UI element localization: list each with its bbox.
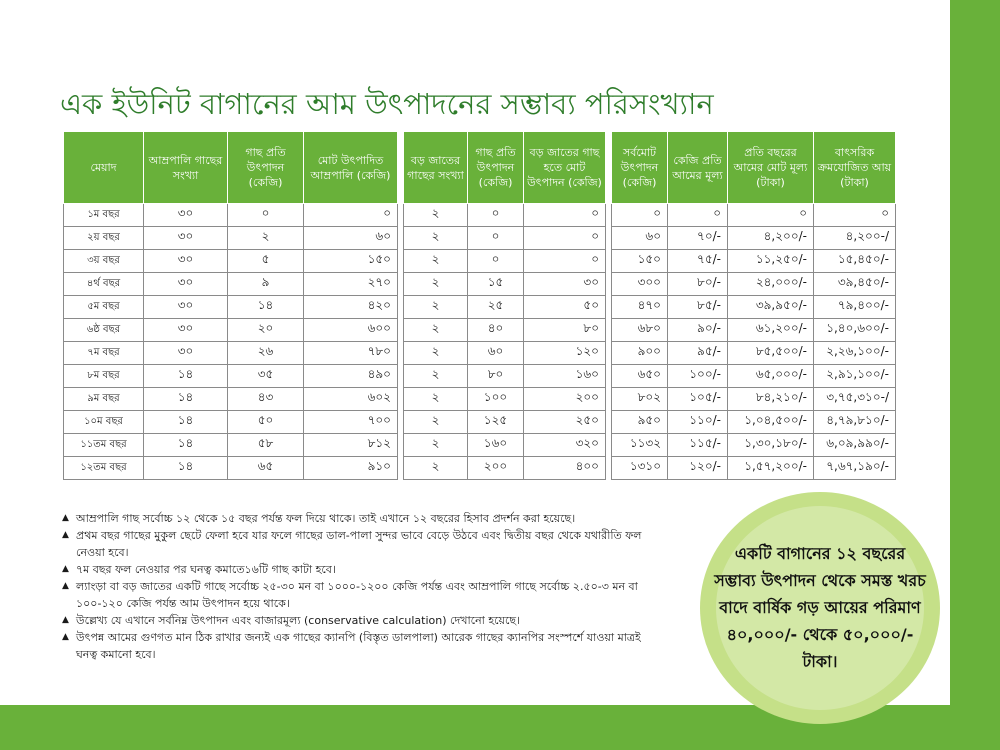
triangle-bullet-icon: ▲ <box>62 564 69 574</box>
cell-large-trees: ২ <box>404 250 468 273</box>
cell-large-trees: ২ <box>404 457 468 480</box>
table-row <box>64 457 896 480</box>
cell-large-trees: ২ <box>404 388 468 411</box>
cell-large-yield: ১৬০ <box>468 434 524 457</box>
note-item: ▲ ল্যাংড়া বা বড় জাতের একটি গাছে সর্বোচ্চ ২৫-৩০ মন বা ১০০০-১২০০ কেজি পর্যন্ত এবং আম্রপালি গাছে সর্বোচ্চ ২.৫০-৩ মন বা ১০০-১২০ কেজি পর্যন্ত আম উৎপাদন হয়ে থাকে। <box>62 580 638 610</box>
note-item: ▲ উৎপন্ন আমের গুণগত মান ঠিক রাখার জন্যই এক গাছের ক্যানপি (বিস্তৃত ডালপালা) আরেক গাছের ক্যানপির সংস্পর্শে যাওয়া মাত্রই ঘনত্ব কমানো হবে। <box>62 631 641 661</box>
cell-large-trees: ২ <box>404 411 468 434</box>
cell-price-per-kg: ৮৫/- <box>668 296 728 319</box>
cell-amrapali-trees: ৩০ <box>144 342 228 365</box>
cell-large-total: ৫০ <box>524 296 606 319</box>
cell-period: ৪র্থ বছর <box>64 273 144 296</box>
cell-grand-total: ৬৫০ <box>612 365 668 388</box>
cell-large-total: ১৬০ <box>524 365 606 388</box>
cell-large-total: ৩২০ <box>524 434 606 457</box>
header-large-total: বড় জাতের গাছ হতে মোট উৎপাদন (কেজি) <box>524 132 606 204</box>
cell-large-trees: ২ <box>404 204 468 227</box>
cell-cumulative-income: ০ <box>814 204 896 227</box>
header-yearly-value: প্রতি বছরের আমের মোট মূল্য (টাকা) <box>728 132 814 204</box>
cell-amrapali-total: ৮১২ <box>304 434 398 457</box>
cell-cumulative-income: ১৫,৪৫০/- <box>814 250 896 273</box>
cell-amrapali-total: ৯১০ <box>304 457 398 480</box>
cell-large-total: ০ <box>524 227 606 250</box>
cell-large-trees: ২ <box>404 319 468 342</box>
triangle-bullet-icon: ▲ <box>62 615 69 625</box>
cell-amrapali-trees: ৩০ <box>144 273 228 296</box>
production-table <box>63 131 896 480</box>
cell-yearly-value: ১১,২৫০/- <box>728 250 814 273</box>
cell-large-yield: ০ <box>468 250 524 273</box>
cell-price-per-kg: ১১০/- <box>668 411 728 434</box>
cell-cumulative-income: ৩,৭৫,৩১০-/ <box>814 388 896 411</box>
cell-yearly-value: ৩৯,৯৫০/- <box>728 296 814 319</box>
cell-price-per-kg: ১০০/- <box>668 365 728 388</box>
cell-amrapali-trees: ৩০ <box>144 250 228 273</box>
table-header-row <box>64 132 896 204</box>
header-amrapali-yield-per-tree: গাছ প্রতি উৎপাদন (কেজি) <box>228 132 304 204</box>
cell-period: ২য় বছর <box>64 227 144 250</box>
cell-period: ৭ম বছর <box>64 342 144 365</box>
cell-amrapali-total: ৭৮০ <box>304 342 398 365</box>
cell-yearly-value: ১,০৪,৫০০/- <box>728 411 814 434</box>
cell-grand-total: ৬০ <box>612 227 668 250</box>
cell-amrapali-total: ৬০২ <box>304 388 398 411</box>
table-row <box>64 250 896 273</box>
cell-grand-total: ১৩১০ <box>612 457 668 480</box>
table-row <box>64 411 896 434</box>
cell-amrapali-yield: ২৬ <box>228 342 304 365</box>
header-cumulative-income: বাৎসরিক ক্রমযোজিত আয় (টাকা) <box>814 132 896 204</box>
cell-yearly-value: ৮৪,২১০/- <box>728 388 814 411</box>
triangle-bullet-icon: ▲ <box>62 581 69 591</box>
cell-grand-total: ১১৩২ <box>612 434 668 457</box>
cell-yearly-value: ৬১,২০০/- <box>728 319 814 342</box>
cell-amrapali-trees: ৩০ <box>144 296 228 319</box>
note-item: ▲ প্রথম বছর গাছের মুকুল ছেটে ফেলা হবে যার ফলে গাছের ডাল-পালা সুন্দর ভাবে বেড়ে উঠবে এবং দ্বিতীয় বছর থেকে যথারীতি ফল নেওয়া হবে। <box>62 529 642 559</box>
cell-cumulative-income: ৩৯,৪৫০/- <box>814 273 896 296</box>
cell-amrapali-yield: ৫৮ <box>228 434 304 457</box>
header-amrapali-trees: আম্রপালি গাছের সংখ্যা <box>144 132 228 204</box>
cell-amrapali-trees: ১৪ <box>144 365 228 388</box>
cell-cumulative-income: ৬,০৯,৯৯০/- <box>814 434 896 457</box>
cell-large-yield: ২৫ <box>468 296 524 319</box>
table-row <box>64 388 896 411</box>
cell-yearly-value: ০ <box>728 204 814 227</box>
cell-large-total: ১২০ <box>524 342 606 365</box>
cell-large-total: ০ <box>524 250 606 273</box>
cell-cumulative-income: ৭৯,৪০০/- <box>814 296 896 319</box>
header-large-yield-per-tree: গাছ প্রতি উৎপাদন (কেজি) <box>468 132 524 204</box>
header-amrapali-total: মোট উৎপাদিত আম্রপালি (কেজি) <box>304 132 398 204</box>
callout-text: একটি বাগানের ১২ বছরের সম্ভাব্য উৎপাদন থেকে সমস্ত খরচ বাদে বার্ষিক গড় আয়ের পরিমাণ ৪০,০০০/- থেকে ৫০,০০০/- টাকা। <box>714 544 926 671</box>
cell-price-per-kg: ৯৫/- <box>668 342 728 365</box>
cell-grand-total: ১৫০ <box>612 250 668 273</box>
cell-grand-total: ৮০২ <box>612 388 668 411</box>
note-item: ▲ আম্রপালি গাছ সর্বোচ্চ ১২ থেকে ১৫ বছর পর্যন্ত ফল দিয়ে থাকে। তাই এখানে ১২ বছরের হিসাব প্রদর্শন করা হয়েছে। <box>62 512 576 525</box>
cell-amrapali-total: ৬০ <box>304 227 398 250</box>
cell-amrapali-yield: ৫০ <box>228 411 304 434</box>
page-title: এক ইউনিট বাগানের আম উৎপাদনের সম্ভাব্য পরিসংখ্যান <box>60 87 714 121</box>
cell-amrapali-total: ৬০০ <box>304 319 398 342</box>
table-row <box>64 204 896 227</box>
cell-amrapali-trees: ৩০ <box>144 204 228 227</box>
cell-amrapali-yield: ৩৫ <box>228 365 304 388</box>
cell-period: ১০ম বছর <box>64 411 144 434</box>
cell-large-trees: ২ <box>404 273 468 296</box>
cell-grand-total: ৬৮০ <box>612 319 668 342</box>
cell-amrapali-trees: ৩০ <box>144 227 228 250</box>
table-row <box>64 434 896 457</box>
cell-amrapali-total: ৭০০ <box>304 411 398 434</box>
cell-amrapali-yield: ৬৫ <box>228 457 304 480</box>
table-row <box>64 319 896 342</box>
header-period: মেয়াদ <box>64 132 144 204</box>
cell-cumulative-income: ১,৪০,৬০০/- <box>814 319 896 342</box>
cell-amrapali-trees: ১৪ <box>144 434 228 457</box>
cell-amrapali-trees: ১৪ <box>144 457 228 480</box>
cell-large-total: ৩০ <box>524 273 606 296</box>
cell-cumulative-income: ৪,৭৯,৮১০/- <box>814 411 896 434</box>
cell-large-total: ৪০০ <box>524 457 606 480</box>
cell-amrapali-total: ৪২০ <box>304 296 398 319</box>
cell-yearly-value: ১,৫৭,২০০/- <box>728 457 814 480</box>
cell-large-yield: ৮০ <box>468 365 524 388</box>
cell-large-trees: ২ <box>404 365 468 388</box>
cell-large-trees: ২ <box>404 296 468 319</box>
cell-amrapali-trees: ১৪ <box>144 411 228 434</box>
cell-period: ১১তম বছর <box>64 434 144 457</box>
cell-yearly-value: ৬৫,০০০/- <box>728 365 814 388</box>
header-price-per-kg: কেজি প্রতি আমের মূল্য <box>668 132 728 204</box>
cell-large-total: ২৫০ <box>524 411 606 434</box>
cell-amrapali-yield: ০ <box>228 204 304 227</box>
cell-period: ৩য় বছর <box>64 250 144 273</box>
cell-large-trees: ২ <box>404 434 468 457</box>
cell-amrapali-yield: ২ <box>228 227 304 250</box>
cell-period: ১২তম বছর <box>64 457 144 480</box>
cell-large-yield: ০ <box>468 227 524 250</box>
table-row <box>64 296 896 319</box>
cell-period: ৯ম বছর <box>64 388 144 411</box>
cell-amrapali-trees: ৩০ <box>144 319 228 342</box>
cell-amrapali-yield: ৪৩ <box>228 388 304 411</box>
cell-cumulative-income: ২,৯১,১০০/- <box>814 365 896 388</box>
table-row <box>64 227 896 250</box>
cell-cumulative-income: ৭,৬৭,১৯০/- <box>814 457 896 480</box>
cell-yearly-value: ২৪,০০০/- <box>728 273 814 296</box>
note-item: ▲ ৭ম বছর ফল নেওয়ার পর ঘনত্ব কমাতে১৬টি গাছ কাটা হবে। <box>62 563 336 576</box>
table-row <box>64 342 896 365</box>
header-grand-total: সর্বমোট উৎপাদন (কেজি) <box>612 132 668 204</box>
cell-large-yield: ৬০ <box>468 342 524 365</box>
cell-period: ৮ম বছর <box>64 365 144 388</box>
cell-amrapali-yield: ২০ <box>228 319 304 342</box>
cell-large-trees: ২ <box>404 227 468 250</box>
right-green-band <box>950 0 1000 750</box>
cell-amrapali-total: ১৫০ <box>304 250 398 273</box>
cell-price-per-kg: ১১৫/- <box>668 434 728 457</box>
cell-large-total: ৮০ <box>524 319 606 342</box>
cell-price-per-kg: ৭৫/- <box>668 250 728 273</box>
cell-cumulative-income: ২,২৬,১০০/- <box>814 342 896 365</box>
cell-large-total: ০ <box>524 204 606 227</box>
triangle-bullet-icon: ▲ <box>62 530 69 540</box>
cell-grand-total: ৯০০ <box>612 342 668 365</box>
cell-large-yield: ১০০ <box>468 388 524 411</box>
cell-large-yield: ২০০ <box>468 457 524 480</box>
cell-period: ৫ম বছর <box>64 296 144 319</box>
cell-large-yield: ১২৫ <box>468 411 524 434</box>
cell-large-yield: ১৫ <box>468 273 524 296</box>
cell-grand-total: ৩০০ <box>612 273 668 296</box>
table-row <box>64 273 896 296</box>
header-large-variety-trees: বড় জাতের গাছের সংখ্যা <box>404 132 468 204</box>
cell-large-total: ২০০ <box>524 388 606 411</box>
cell-price-per-kg: ১০৫/- <box>668 388 728 411</box>
cell-price-per-kg: ০ <box>668 204 728 227</box>
cell-amrapali-yield: ১৪ <box>228 296 304 319</box>
cell-price-per-kg: ৯০/- <box>668 319 728 342</box>
cell-grand-total: ০ <box>612 204 668 227</box>
cell-amrapali-total: ৪৯০ <box>304 365 398 388</box>
cell-large-yield: ৪০ <box>468 319 524 342</box>
cell-cumulative-income: ৪,২০০-/ <box>814 227 896 250</box>
production-table-container <box>63 131 895 480</box>
cell-large-yield: ০ <box>468 204 524 227</box>
cell-yearly-value: ১,৩০,১৮০/- <box>728 434 814 457</box>
cell-amrapali-total: ০ <box>304 204 398 227</box>
table-row <box>64 365 896 388</box>
cell-price-per-kg: ১২০/- <box>668 457 728 480</box>
cell-price-per-kg: ৮০/- <box>668 273 728 296</box>
triangle-bullet-icon: ▲ <box>62 513 69 523</box>
cell-grand-total: ৪৭০ <box>612 296 668 319</box>
cell-yearly-value: ৮৫,৫০০/- <box>728 342 814 365</box>
cell-large-trees: ২ <box>404 342 468 365</box>
triangle-bullet-icon: ▲ <box>62 632 69 642</box>
cell-period: ৬ষ্ঠ বছর <box>64 319 144 342</box>
notes-list <box>60 510 660 663</box>
cell-period: ১ম বছর <box>64 204 144 227</box>
note-item: ▲ উল্লেখ্য যে এখানে সর্বনিম্ন উৎপাদন এবং বাজারমূল্য (conservative calculation) দেখানো হয়েছে। <box>62 614 521 627</box>
cell-amrapali-trees: ১৪ <box>144 388 228 411</box>
cell-amrapali-yield: ৫ <box>228 250 304 273</box>
cell-price-per-kg: ৭০/- <box>668 227 728 250</box>
cell-grand-total: ৯৫০ <box>612 411 668 434</box>
cell-amrapali-total: ২৭০ <box>304 273 398 296</box>
cell-amrapali-yield: ৯ <box>228 273 304 296</box>
cell-yearly-value: ৪,২০০/- <box>728 227 814 250</box>
